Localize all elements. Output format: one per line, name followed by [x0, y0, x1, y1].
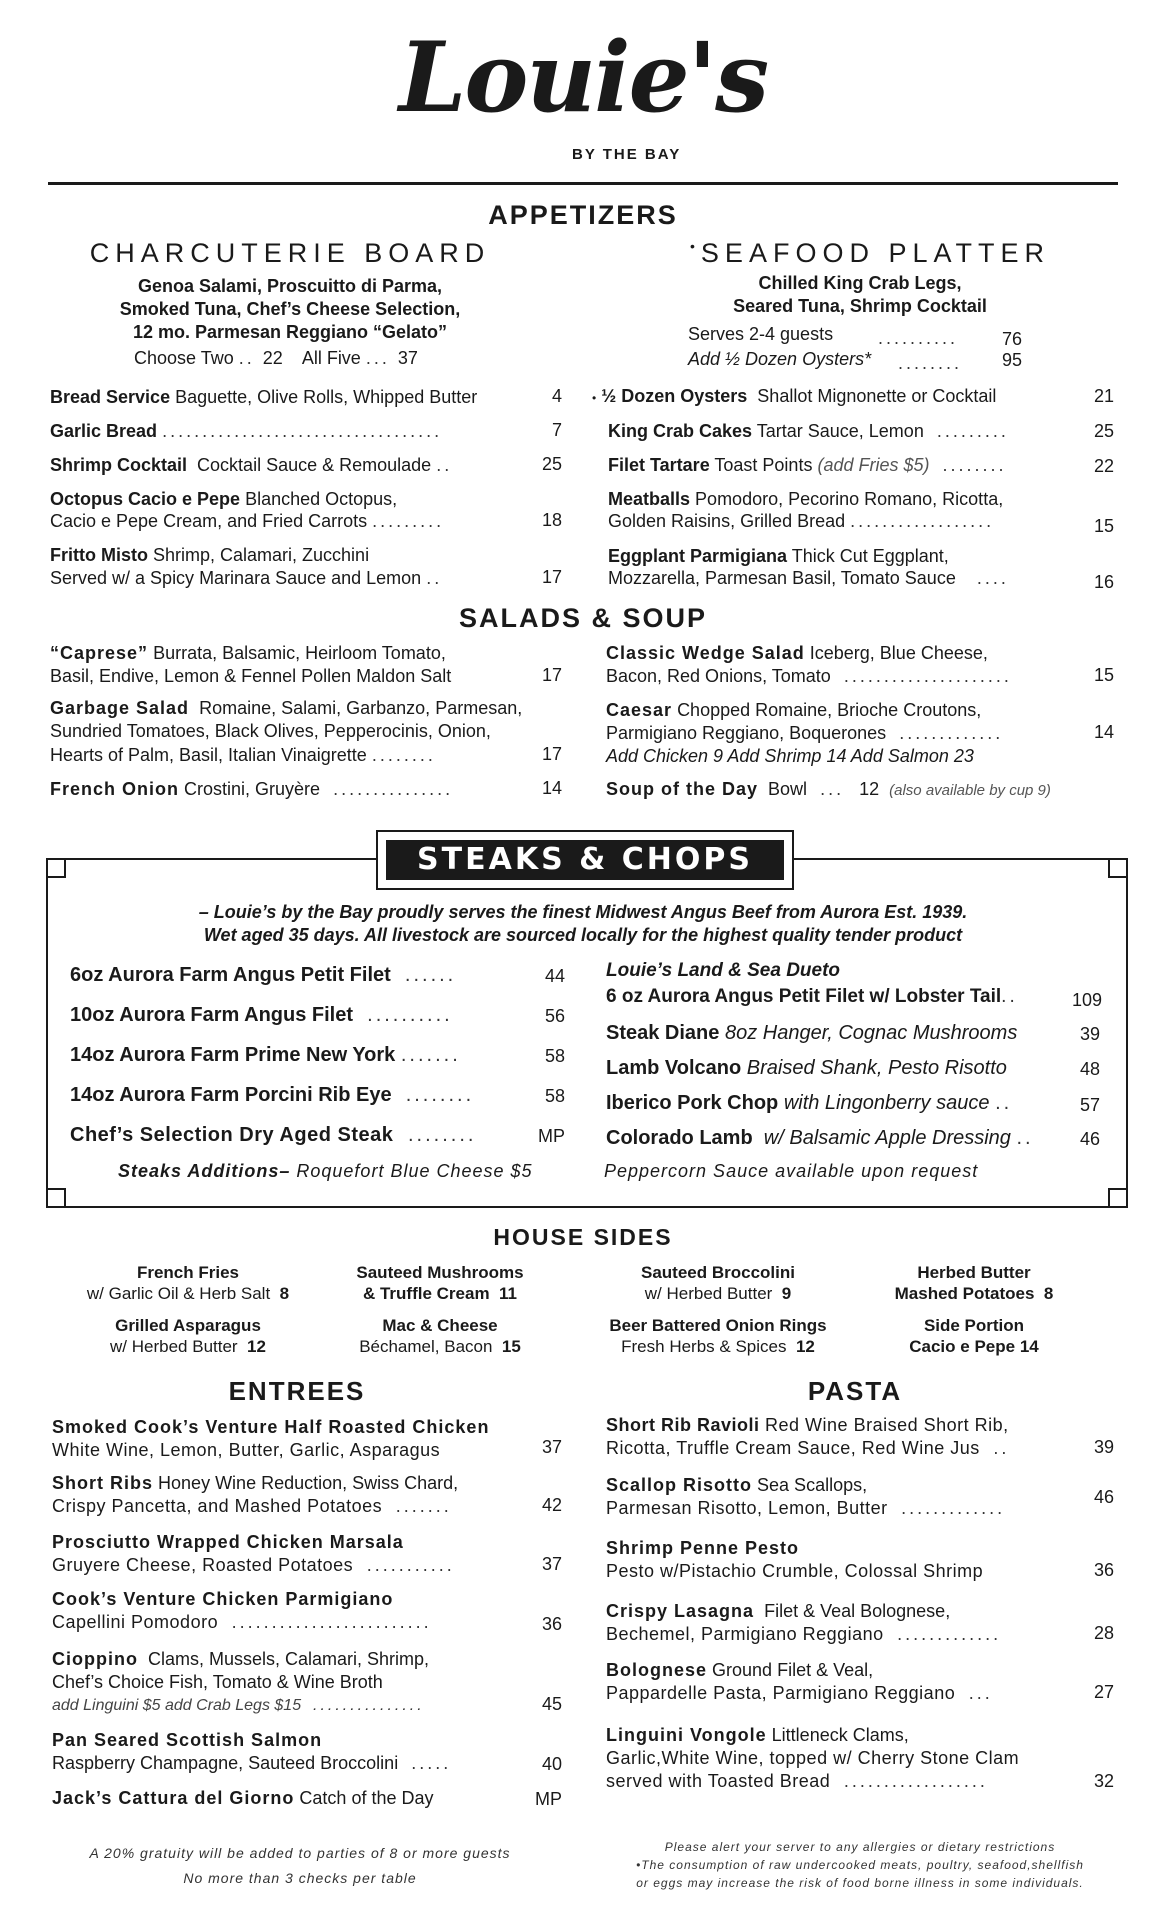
appetizers-title: APPETIZERS: [488, 200, 678, 230]
menu-item-desc: Basil, Endive, Lemon & Fennel Pollen Maldon Salt: [50, 666, 452, 686]
item-price: 14: [1093, 722, 1114, 742]
menu-item: Shrimp Penne Pesto: [606, 1538, 800, 1558]
menu-item: Classic Wedge Salad Iceberg, Blue Cheese,: [606, 643, 988, 663]
item-price: 48: [1079, 1059, 1100, 1079]
menu-item-desc: Pesto w/Pistachio Crumble, Colossal Shrimp: [606, 1561, 984, 1581]
frame-corner: [46, 858, 66, 878]
item-price: 46: [1079, 1129, 1100, 1149]
peppercorn-note: Peppercorn Sauce available upon request: [604, 1161, 979, 1181]
gratuity-note: A 20% gratuity will be added to parties of 8 or more guests: [89, 1845, 511, 1861]
menu-item: Shrimp Cocktail Cocktail Sauce & Remoulade ..: [50, 455, 453, 475]
menu-item: Garlic Bread ...................................: [50, 421, 443, 441]
item-price: 109: [1071, 990, 1102, 1010]
side-item: Sauteed Mushrooms & Truffle Cream 11: [356, 1263, 524, 1303]
menu-item: Soup of the Day Bowl ... 12 (also available by cup 9): [606, 779, 1051, 799]
item-price: 17: [541, 567, 562, 587]
menu-item: Caesar Chopped Romaine, Brioche Croutons,: [606, 700, 982, 720]
menu-item-desc: Gruyere Cheese, Roasted Potatoes ...........: [52, 1555, 455, 1575]
menu-item-desc: Golden Raisins, Grilled Bread ..................: [608, 511, 995, 531]
menu-item: Bread Service Baguette, Olive Rolls, Whipped Butter: [50, 387, 478, 407]
menu-item: • ½ Dozen Oysters Shallot Mignonette or Cocktail: [592, 386, 997, 406]
seafood-platter-name: SEAFOOD PLATTER: [700, 238, 1050, 268]
frame-corner: [1108, 858, 1128, 878]
item-price: 4: [551, 386, 562, 406]
menu-item: Short Ribs Honey Wine Reduction, Swiss Chard,: [52, 1473, 459, 1493]
charcuterie-desc-3: 12 mo. Parmesan Reggiano “Gelato”: [132, 322, 448, 342]
item-price: 12: [859, 779, 880, 799]
menu-item-desc: Chef’s Choice Fish, Tomato & Wine Broth: [52, 1672, 383, 1692]
menu-item: Linguini Vongole Littleneck Clams,: [606, 1725, 909, 1745]
side-item: French Fries w/ Garlic Oil & Herb Salt 8: [86, 1263, 290, 1303]
item-price: 57: [1079, 1095, 1100, 1115]
steaks-intro-2: Wet aged 35 days. All livestock are sourced locally for the highest quality tender product: [203, 925, 963, 945]
frame-corner: [1108, 1188, 1128, 1208]
menu-item-desc: Cacio e Pepe Cream, and Fried Carrots .........: [50, 511, 445, 531]
item-price: 42: [541, 1495, 562, 1515]
item-price: 15: [1093, 516, 1114, 536]
item-price: 21: [1093, 386, 1114, 406]
menu-item-desc: Parmigiano Reggiano, Boquerones .............: [606, 723, 1004, 743]
item-price: 17: [541, 744, 562, 764]
menu-item: French Onion Crostini, Gruyère ...............: [50, 779, 454, 799]
item-price: MP: [535, 1789, 562, 1809]
side-item: Beer Battered Onion Rings Fresh Herbs & Spices 12: [609, 1316, 827, 1356]
menu-item: Meatballs Pomodoro, Pecorino Romano, Ricotta,: [608, 489, 1004, 509]
menu-item-desc: White Wine, Lemon, Butter, Garlic, Asparagus: [52, 1440, 441, 1460]
steak-item: Colorado Lamb w/ Balsamic Apple Dressing ..: [606, 1127, 1034, 1149]
menu-item: Scallop Risotto Sea Scallops,: [606, 1475, 868, 1495]
item-price: 16: [1093, 572, 1114, 592]
steak-item: Lamb Volcano Braised Shank, Pesto Risotto: [606, 1057, 1007, 1079]
item-price: 7: [551, 420, 562, 440]
allergy-note: Please alert your server to any allergies or dietary restrictions: [664, 1840, 1056, 1854]
item-price: 58: [544, 1086, 565, 1106]
menu-item: Octopus Cacio e Pepe Blanched Octopus,: [50, 489, 398, 509]
menu-item-addons: add Linguini $5 add Crab Legs $15 ...............: [52, 1697, 425, 1714]
item-price: 40: [541, 1754, 562, 1774]
menu-item-desc: Parmesan Risotto, Lemon, Butter .............: [606, 1498, 1006, 1518]
item-price: 22: [1093, 456, 1114, 476]
seafood-desc-2: Seared Tuna, Shrimp Cocktail: [733, 296, 987, 316]
menu-item-desc: Garlic,White Wine, topped w/ Cherry Stone Clam: [606, 1748, 1020, 1768]
item-price: 27: [1093, 1682, 1114, 1702]
item-price: 25: [541, 454, 562, 474]
menu-item-desc: Ricotta, Truffle Cream Sauce, Red Wine Jus ..: [606, 1438, 1010, 1458]
dueto-title: Louie’s Land & Sea Dueto: [606, 960, 841, 981]
entrees-title: ENTREES: [228, 1376, 366, 1406]
menu-item-desc: Crispy Pancetta, and Mashed Potatoes .......: [52, 1496, 452, 1516]
menu-item: Crispy Lasagna Filet & Veal Bolognese,: [606, 1601, 951, 1621]
serves-label: Serves 2-4 guests: [688, 324, 834, 344]
side-item: Herbed Butter Mashed Potatoes 8: [894, 1263, 1054, 1303]
raw-warning-2: or eggs may increase the risk of food borne illness in some individuals.: [636, 1876, 1084, 1890]
steaks-title: STEAKS & CHOPS: [386, 840, 784, 880]
menu-item: Filet Tartare Toast Points (add Fries $5) ........: [608, 455, 1007, 475]
raw-marker: •: [690, 238, 701, 254]
dueto-item: 6 oz Aurora Angus Petit Filet w/ Lobster Tail..: [606, 986, 1018, 1007]
all-five-label: All Five: [301, 348, 361, 368]
item-price: 15: [1093, 665, 1114, 685]
steak-item: Chef’s Selection Dry Aged Steak ........: [70, 1124, 477, 1146]
item-price: 39: [1093, 1437, 1114, 1457]
steaks-intro-1: – Louie’s by the Bay proudly serves the finest Midwest Angus Beef from Aurora Est. 1939.: [198, 902, 968, 922]
steak-item: 14oz Aurora Farm Porcini Rib Eye ........: [70, 1084, 475, 1106]
choose-two-price: 22: [262, 348, 283, 368]
menu-item: Cioppino Clams, Mussels, Calamari, Shrimp,: [52, 1649, 430, 1669]
item-price: 39: [1079, 1024, 1100, 1044]
menu-item-addons: Add Chicken 9 Add Shrimp 14 Add Salmon 23: [606, 746, 974, 766]
sides-title: HOUSE SIDES: [493, 1224, 673, 1250]
menu-item: Pan Seared Scottish Salmon: [52, 1730, 323, 1750]
menu-item: Prosciutto Wrapped Chicken Marsala: [52, 1532, 404, 1552]
item-price: 18: [541, 510, 562, 530]
choose-two-label: Choose Two: [134, 348, 234, 368]
menu-item: Short Rib Ravioli Red Wine Braised Short Rib,: [606, 1415, 1009, 1435]
item-price: 45: [541, 1694, 562, 1714]
side-item: Sauteed Broccolini w/ Herbed Butter 9: [641, 1263, 795, 1303]
item-price: 58: [544, 1046, 565, 1066]
charcuterie-title: CHARCUTERIE BOARD: [89, 238, 491, 268]
steak-item: 6oz Aurora Farm Angus Petit Filet ......: [70, 964, 457, 986]
menu-item-desc: served with Toasted Bread ..................: [606, 1771, 988, 1791]
steak-item: Steak Diane 8oz Hanger, Cognac Mushrooms: [606, 1022, 1018, 1044]
menu-item-desc: Bechemel, Parmigiano Reggiano .............: [606, 1624, 1002, 1644]
header-rule: [48, 182, 1118, 185]
menu-item: Garbage Salad Romaine, Salami, Garbanzo, Parmesan,: [50, 698, 523, 718]
steak-item: 14oz Aurora Farm Prime New York .......: [70, 1044, 461, 1066]
menu-item-desc: Capellini Pomodoro .........................: [52, 1612, 432, 1632]
steak-additions: Steaks Additions– Roquefort Blue Cheese $5: [118, 1161, 533, 1181]
item-price: 17: [541, 665, 562, 685]
item-price: 25: [1093, 421, 1114, 441]
menu-item-desc: Hearts of Palm, Basil, Italian Vinaigrette ........: [50, 745, 436, 765]
frame-corner: [46, 1188, 66, 1208]
menu-item-desc: Mozzarella, Parmesan Basil, Tomato Sauce ....: [608, 568, 1009, 588]
raw-warning-1: •The consumption of raw undercooked meats, poultry, seafood,shellfish: [636, 1858, 1084, 1872]
menu-item: “Caprese” Burrata, Balsamic, Heirloom Tomato,: [50, 643, 446, 663]
add-oysters-price: 95: [1001, 350, 1022, 370]
menu-item: King Crab Cakes Tartar Sauce, Lemon .........: [608, 421, 1009, 441]
item-price: 36: [1093, 1560, 1114, 1580]
logo: [0, 21, 1166, 134]
item-price: 28: [1093, 1623, 1114, 1643]
menu-item-desc: Bacon, Red Onions, Tomato .....................: [606, 666, 1012, 686]
salads-title: SALADS & SOUP: [458, 603, 708, 633]
brand-name: Louie's: [398, 21, 768, 134]
item-price: 14: [541, 778, 562, 798]
side-item: Grilled Asparagus w/ Herbed Butter 12: [110, 1316, 266, 1356]
item-price: 37: [541, 1437, 562, 1457]
menu-item: Fritto Misto Shrimp, Calamari, Zucchini: [50, 545, 370, 565]
item-price: MP: [538, 1126, 565, 1146]
menu-item: Eggplant Parmigiana Thick Cut Eggplant,: [608, 546, 949, 566]
charcuterie-options: Choose Two .. 22 All Five ... 37: [134, 348, 418, 368]
side-item: Mac & Cheese Béchamel, Bacon 15: [359, 1316, 521, 1356]
steak-item: Iberico Pork Chop with Lingonberry sauce ..: [606, 1092, 1013, 1114]
pasta-title: PASTA: [807, 1376, 903, 1406]
item-price: 44: [544, 966, 565, 986]
side-item: Side Portion Cacio e Pepe 14: [909, 1316, 1039, 1356]
steaks-banner: [376, 830, 794, 890]
seafood-platter-title: [650, 238, 1090, 269]
menu-item: Smoked Cook’s Venture Half Roasted Chicken: [52, 1417, 490, 1437]
charcuterie-desc-2: Smoked Tuna, Chef’s Cheese Selection,: [119, 299, 461, 319]
serves-price: 76: [1001, 329, 1022, 349]
item-price: 36: [541, 1614, 562, 1634]
menu-item: Cook’s Venture Chicken Parmigiano: [52, 1589, 394, 1609]
item-price: 46: [1093, 1487, 1114, 1507]
item-price: 32: [1093, 1771, 1114, 1791]
menu-item-desc: Raspberry Champagne, Sauteed Broccolini .....: [52, 1753, 452, 1773]
menu-item-desc: Sundried Tomatoes, Black Olives, Pepperocinis, Onion,: [50, 721, 491, 741]
item-price: 56: [544, 1006, 565, 1026]
menu-item-desc: Pappardelle Pasta, Parmigiano Reggiano ...: [606, 1683, 993, 1703]
menu-item: Jack’s Cattura del Giorno Catch of the Day: [52, 1788, 434, 1808]
menu-item-desc: Served w/ a Spicy Marinara Sauce and Lemon ..: [50, 568, 443, 588]
checks-note: No more than 3 checks per table: [183, 1870, 417, 1886]
steak-item: 10oz Aurora Farm Angus Filet ..........: [70, 1004, 453, 1026]
item-price: 37: [541, 1554, 562, 1574]
add-oysters-label: Add ½ Dozen Oysters*: [688, 349, 872, 369]
charcuterie-desc-1: Genoa Salami, Proscuitto di Parma,: [137, 276, 443, 296]
menu-item: Bolognese Ground Filet & Veal,: [606, 1660, 874, 1680]
seafood-desc-1: Chilled King Crab Legs,: [758, 273, 962, 293]
brand-tagline: BY THE BAY: [572, 146, 682, 163]
all-five-price: 37: [397, 348, 418, 368]
